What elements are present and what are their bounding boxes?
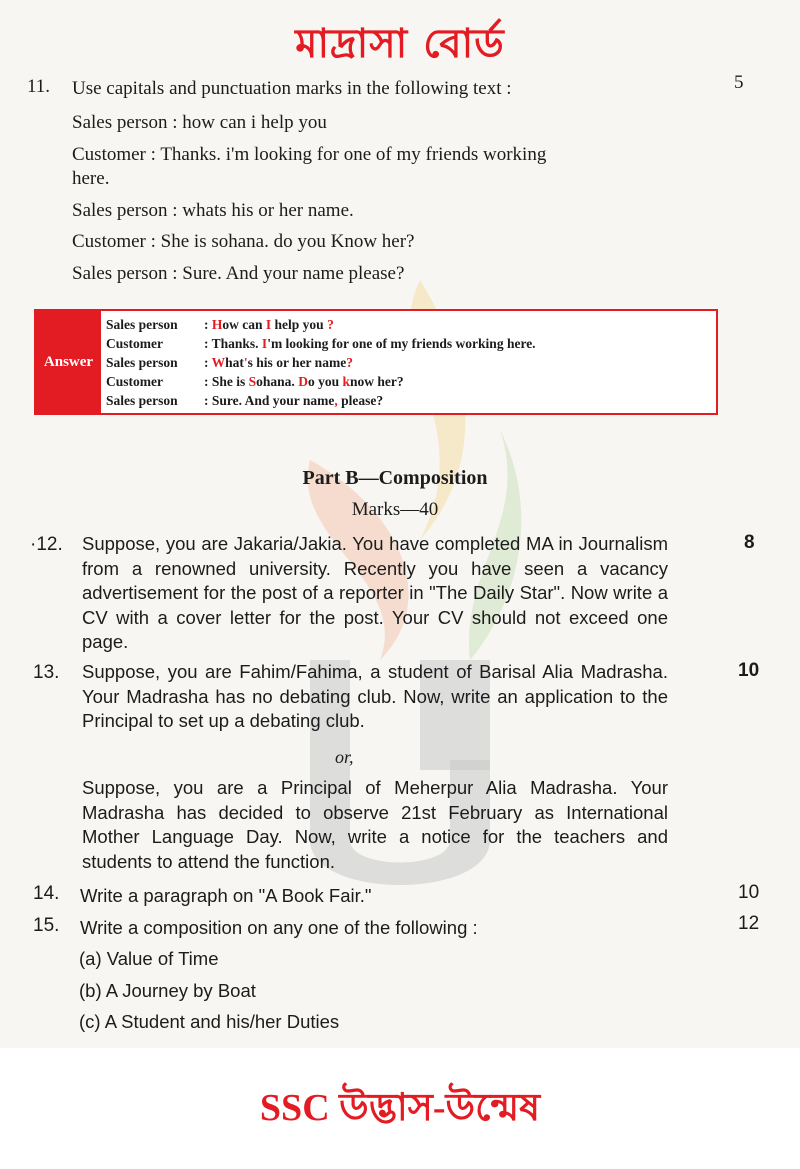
answer-text: s his or her name [247,355,347,370]
answer-text: : [204,355,212,370]
answer-correction: ? [346,355,353,370]
dialogue-line: Customer : Thanks. i'm looking for one of my friends working [72,144,547,165]
composition-option: (b) A Journey by Boat [79,980,256,1001]
answer-correction: W [211,355,226,370]
answer-correction: H [211,317,223,332]
answer-label: Answer [36,311,101,413]
answer-text: help you [271,317,328,332]
footer-title: SSC উদ্ভাস-উন্মেষ [259,1087,541,1129]
answer-speaker: Sales person [106,355,178,370]
answer-text: hat [225,355,244,370]
answer-box [34,309,718,415]
board-title: মাদ্রাসা বোর্ড [295,21,505,67]
answer-speaker: Customer [106,336,163,351]
answer-text: : Sure. And your name [204,393,335,408]
answer-text: : She is [204,374,249,389]
question-12-text: Suppose, you are Jakaria/Jakia. You have completed MA in Journalism from a renowned university. Recently you have seen a vacancy advertisement for the post of a reporter in "The Daily Star". Now write a CV with a cover letter for the post. Your CV should not exceed one page. [82,533,668,652]
answer-correction: , [334,393,338,408]
answer-row [106,353,536,372]
dialogue-line: Sales person : whats his or her name. [72,200,354,221]
answer-text: : Thanks. [204,336,262,351]
question-15-text: Write a composition on any one of the following : [80,917,478,938]
question-14-text: Write a paragraph on "A Book Fair." [80,885,372,906]
answer-row [106,315,536,334]
dialogue-line: Sales person : Sure. And your name please? [72,263,405,284]
or-separator: or, [335,747,354,767]
answer-speaker: Sales person [106,317,178,332]
dialogue-line: Customer : She is sohana. do you Know her? [72,231,415,252]
question-number-14: 14. [33,883,60,904]
answer-correction: I [261,336,268,351]
answer-text: o you [307,374,343,389]
answer-correction: ? [327,317,334,332]
dialogue-line: Sales person : how can i help you [72,112,327,133]
question-14-marks: 10 [738,882,760,903]
answer-text: now her? [349,374,404,389]
answer-text: 'm looking for one of my friends working here. [267,336,536,351]
part-b-title: Part B—Composition [302,467,488,489]
dialogue-line: here. [72,168,110,189]
answer-correction: D [298,374,308,389]
answer-row [106,391,536,410]
question-number-12: ·12. [30,534,63,555]
question-15-marks: 12 [738,913,760,934]
question-13-text: Suppose, you are Fahim/Fahima, a student of Barisal Alia Madrasha. Your Madrasha has no debating club. Now, write an application to the Principal to set up a debating club. [82,661,668,731]
answer-correction: S [248,374,257,389]
answer-row [106,334,536,353]
question-number-11: 11. [27,76,51,97]
answer-correction: k [342,374,350,389]
question-number-13: 13. [33,662,60,683]
part-b-marks: Marks—40 [351,499,439,520]
answer-row [106,372,536,391]
answer-correction: ' [243,355,248,370]
question-13-marks: 10 [738,660,760,681]
answer-text: : [204,317,212,332]
question-12-marks: 8 [744,532,755,553]
question-11-marks: 5 [734,72,744,93]
answer-rows [106,315,536,410]
question-number-15: 15. [33,915,60,936]
answer-text: ow can [222,317,266,332]
question-13-alt-text: Suppose, you are a Principal of Meherpur Alia Madrasha. Your Madrasha has decided to observe 21st February as International Mother Language Day. Now, write a notice for the teachers and students to attend the function. [82,777,668,872]
question-11-prompt: Use capitals and punctuation marks in the following text : [72,78,512,99]
answer-correction: I [265,317,272,332]
answer-speaker: Customer [106,374,163,389]
answer-text: ohana. [256,374,299,389]
answer-text: please? [337,393,384,408]
answer-speaker: Sales person [106,393,178,408]
composition-option: (c) A Student and his/her Duties [79,1011,340,1032]
composition-option: (a) Value of Time [79,948,219,969]
